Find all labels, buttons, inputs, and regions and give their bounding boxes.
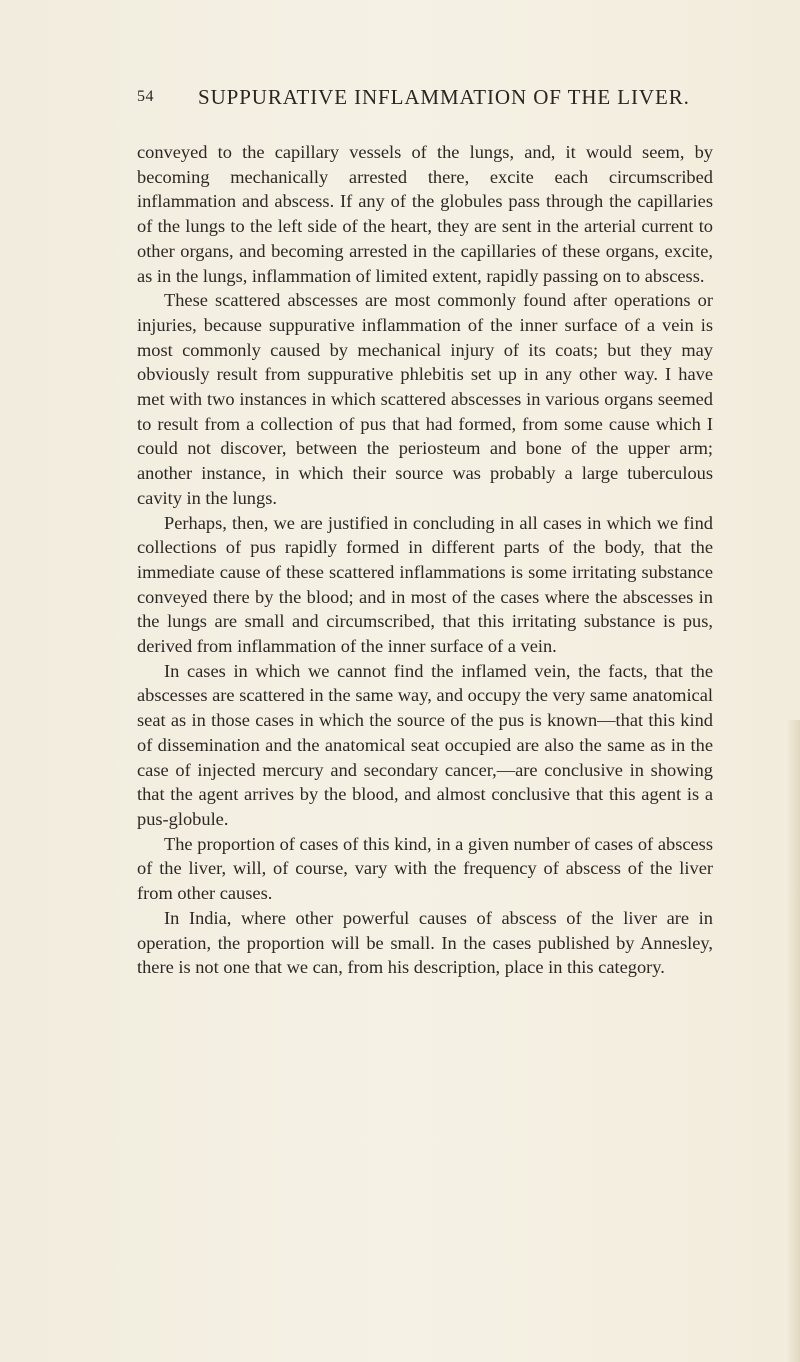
paragraph-4: In cases in which we cannot find the inflamed vein, the facts, that the abscesses are scattered in the same way, and occupy the very same anatomical seat as in those cases in which the source of the pus is known—that this kind of dissemination and the anatomical seat occupied are also the same as in the case of injected mercury and secondary cancer,—are conclusive in showing that the agent arrives by the blood, and almost conclusive that this agent is a pus-globule. (137, 660, 713, 829)
page-number: 54 (137, 88, 154, 105)
running-head: SUPPURATIVE INFLAMMATION OF THE LIVER. (198, 85, 690, 109)
paragraph-3: Perhaps, then, we are justified in concluding in all cases in which we find collections of pus rapidly formed in different parts of the body, that the immediate cause of these scattered inflammations is some irritating substance conveyed there by the blood; and in most of the cases where the abscesses in the lungs are small and circumscribed, that this irritating substance is pus, derived from inflammation of the inner surface of a vein. (137, 512, 713, 657)
body-text (137, 140, 713, 980)
paragraph-1: conveyed to the capillary vessels of the lungs, and, it would seem, by becoming mechanically arrested there, excite each circumscribed inflammation and abscess. If any of the globules pass through the capillaries of the lungs to the left side of the heart, they are sent in the arterial current to other organs, and becoming arrested in the capillaries of these organs, excite, as in the lungs, inflammation of limited extent, rapidly passing on to abscess. (137, 142, 713, 286)
page-header (137, 85, 712, 114)
paragraph-6: In India, where other powerful causes of abscess of the liver are in operation, the proportion will be small. In the cases published by Annesley, there is not one that we can, from his description, place in this category. (137, 907, 713, 978)
page-edge-shadow (786, 720, 800, 1362)
paragraph-2: These scattered abscesses are most commonly found after operations or injuries, because suppurative inflammation of the inner surface of a vein is most commonly caused by mechanical injury of its coats; but they may obviously result from suppurative phlebitis set up in any other way. I have met with two instances in which scattered abscesses in various organs seemed to result from a collection of pus that had formed, from some cause which I could not discover, between the periosteum and bone of the upper arm; another instance, in which their source was probably a large tuberculous cavity in the lungs. (137, 290, 713, 508)
paragraph-5: The proportion of cases of this kind, in a given number of cases of abscess of the liver, will, of course, vary with the frequency of abscess of the liver from other causes. (137, 833, 713, 904)
